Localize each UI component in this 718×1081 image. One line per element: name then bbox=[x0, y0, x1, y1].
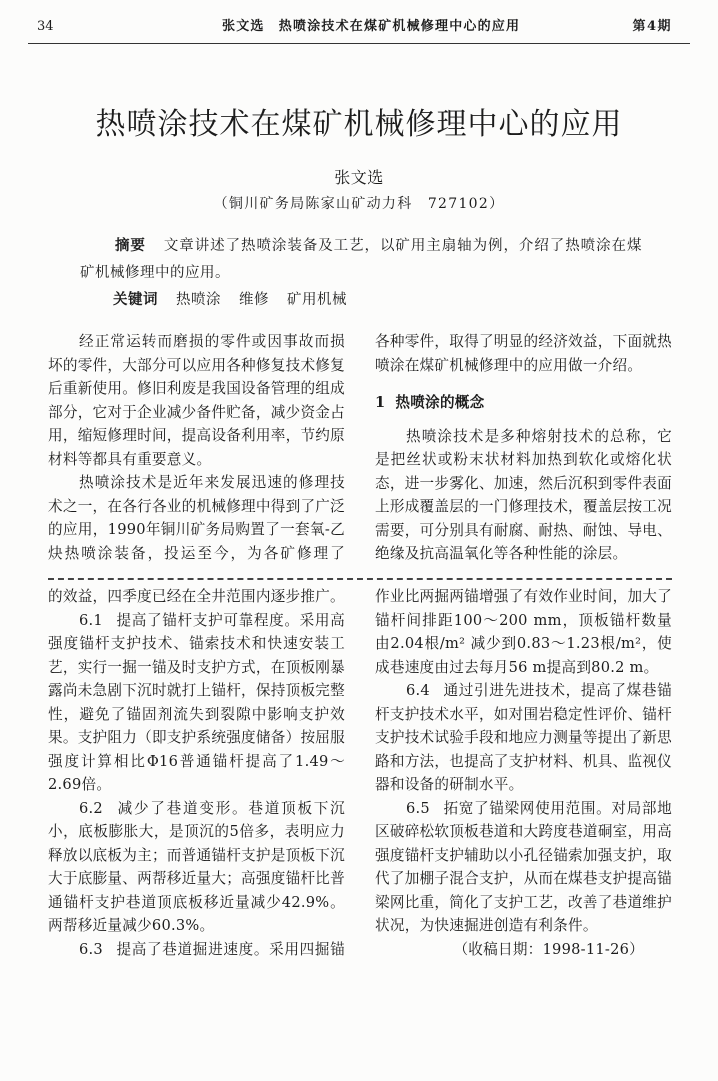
abstract-text: 文章讲述了热喷涂装备及工艺，以矿用主扇轴为例，介绍了热喷涂在煤矿机械修理中的应用。 bbox=[80, 238, 642, 281]
intro-paragraph: 经正常运转而磨损的零件或因事故而损坏的零件，大部分可以应用各种修复技术修复后重新使用。修旧利废是我国设备管理的组成部分，它对于企业减少备件贮备，减少资金占用，缩短修理时间，提高设备利用率，节约原材料等都具有重要意义。 bbox=[48, 333, 345, 468]
keywords bbox=[113, 286, 347, 314]
item-number: 6.3 bbox=[79, 940, 103, 958]
previous-article-column-right bbox=[375, 585, 672, 961]
item-text: 提高了巷道掘进速度。采用四掘锚 bbox=[116, 940, 345, 958]
numbered-item bbox=[375, 797, 672, 938]
section-number: 1 bbox=[375, 394, 386, 411]
received-date: （收稿日期：1998-11-26） bbox=[453, 940, 644, 958]
keyword: 维修 bbox=[239, 292, 269, 308]
keyword: 矿用机械 bbox=[287, 292, 347, 308]
running-title: 张文选 热喷涂技术在煤矿机械修理中心的应用 bbox=[222, 19, 521, 34]
section-title: 热喷涂的概念 bbox=[395, 394, 485, 411]
item-number: 6.4 bbox=[406, 682, 430, 699]
article-title: 热喷涂技术在煤矿机械修理中心的应用 bbox=[95, 107, 623, 142]
item-number: 6.2 bbox=[79, 799, 103, 817]
item-text-continued: 作业比两掘两锚增强了有效作业时间，加大了锚杆间排距100～200 mm，顶板锚杆数量由2.04根/m² 减少到0.83～1.23根/m²，使成巷速度由过去每月56 m提高到80.2 m。 bbox=[375, 588, 672, 676]
numbered-item bbox=[375, 679, 672, 797]
item-number: 6.1 bbox=[79, 611, 103, 629]
numbered-item bbox=[48, 609, 345, 797]
intro-paragraph: 热喷涂技术是近年来发展迅速的修理技术之一，在各行各业的机械修理中得到了广泛的应用，1990年铜川矿务局购置了一套氧-乙炔热喷涂装备，投运至今，为各矿修理了 bbox=[48, 474, 345, 562]
issue-number: 第4期 bbox=[632, 19, 672, 34]
abstract-label: 摘要 bbox=[115, 237, 146, 254]
intro-paragraph-continued: 各种零件，取得了明显的经济效益，下面就热喷涂在煤矿机械修理中的应用做一介绍。 bbox=[375, 333, 672, 374]
section-paragraph: 热喷涂技术是多种熔射技术的总称，它是把丝状或粉末状材料加热到软化或熔化状态，进一步雾化、加速，然后沉积到零件表面上形成覆盖层的一门修理技术，覆盖层按工况需要，可分别具有耐腐、耐热、耐蚀、导电、绝缘及抗高温氧化等各种性能的涂层。 bbox=[375, 427, 672, 562]
item-number: 6.5 bbox=[406, 799, 430, 817]
item-text: 拓宽了锚梁网使用范围。对局部地区破碎松软顶板巷道和大跨度巷道硐室，用高强度锚杆支护辅助以小孔径锚索加强支护，取代了加棚子混合支护，从而在煤巷支护提高锚梁网比重，简化了支护工艺，改善了巷道维护状况，为快速掘进创造有利条件。 bbox=[375, 799, 672, 934]
author-affiliation: （铜川矿务局陈家山矿动力科 727102） bbox=[213, 196, 505, 212]
keyword: 热喷涂 bbox=[176, 292, 221, 308]
item-text: 提高了锚杆支护可靠程度。采用高强度锚杆支护技术、锚索技术和快速安装工艺，实行一掘一锚及时支护方式，在顶板刚暴露尚未急剧下沉时就打上锚杆，保持顶板完整性，避免了锚固剂流失到裂隙中影响支护效果。支护阻力（即支护系统强度储备）按屈服强度计算相比Φ16普通锚杆提高了1.49～2.69倍。 bbox=[48, 611, 345, 793]
header-rule bbox=[28, 43, 690, 44]
previous-article-column-left bbox=[48, 585, 345, 961]
page-number: 34 bbox=[37, 19, 54, 34]
previous-article-continuation: 的效益，四季度已经在全井范围内逐步推广。 bbox=[48, 588, 345, 605]
keywords-label: 关键词 bbox=[113, 291, 158, 308]
section-heading bbox=[375, 391, 672, 415]
author-name: 张文选 bbox=[334, 168, 384, 187]
item-text: 通过引进先进技术，提高了煤巷锚杆支护技术水平，如对围岩稳定性评价、锚杆支护技术试验手段和地应力测量等提出了新思路和方法，也提高了支护材料、机具、监视仪器和设备的研制水平。 bbox=[375, 682, 672, 793]
numbered-item bbox=[48, 797, 345, 938]
numbered-item bbox=[48, 938, 345, 962]
body-column-right bbox=[375, 330, 672, 566]
abstract bbox=[80, 232, 642, 287]
item-text: 减少了巷道变形。巷道顶板下沉小，底板膨胀大，是顶沉的5倍多，表明应力释放以底板为主；而普通锚杆支护是顶板下沉大于底膨量、两帮移近量大；高强度锚杆比普通锚杆支护巷道顶底板移近量减少42.9%。两帮移近量减少60.3%。 bbox=[48, 799, 345, 934]
article-separator bbox=[48, 578, 672, 580]
body-column-left bbox=[48, 330, 345, 565]
